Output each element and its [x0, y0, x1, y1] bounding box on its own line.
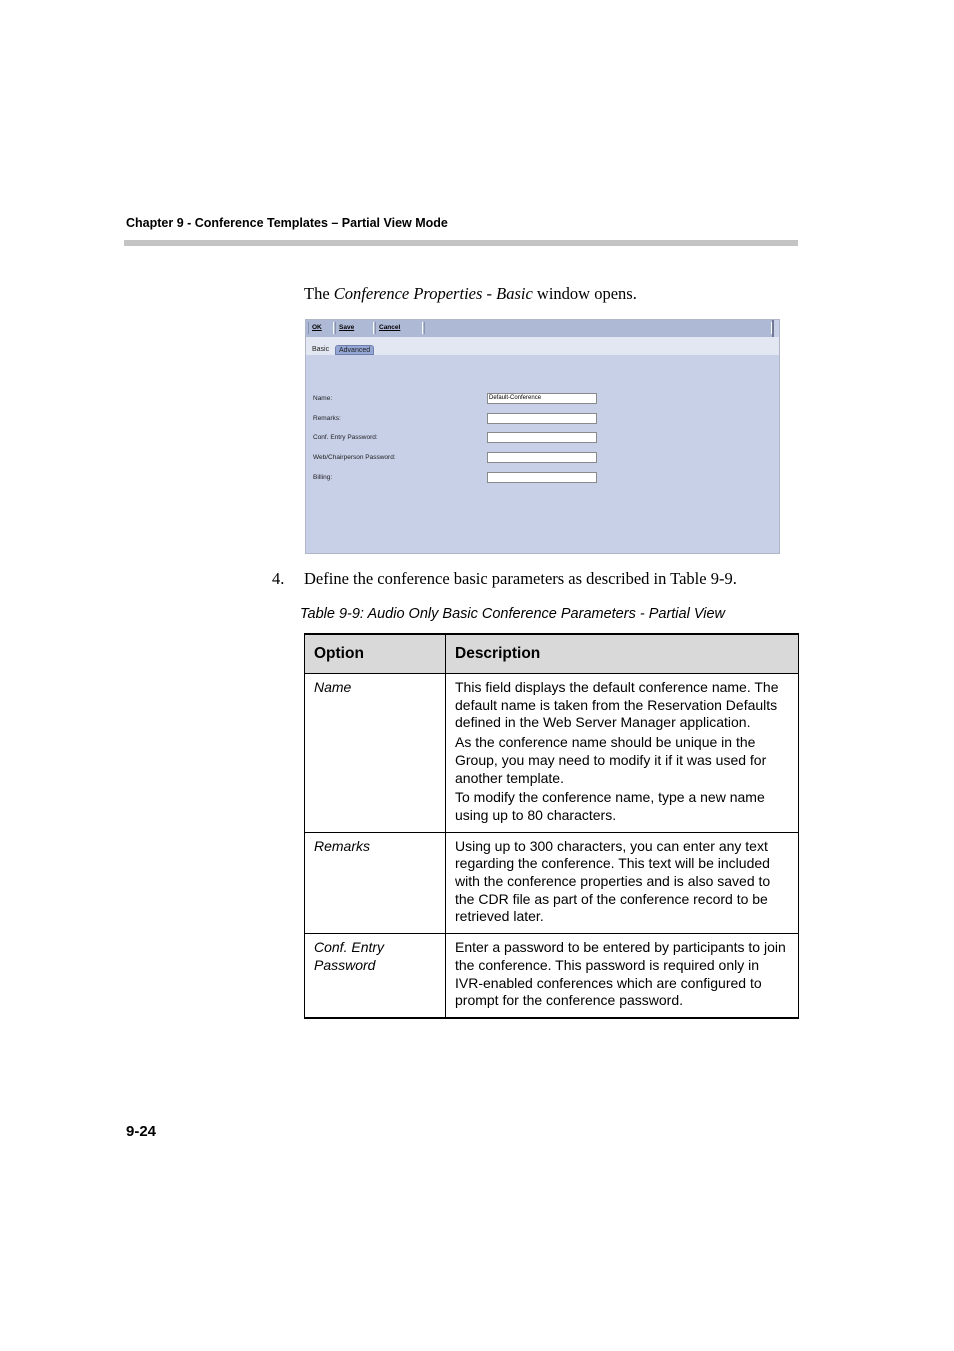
table-row	[305, 934, 799, 1018]
billing-input[interactable]	[487, 472, 597, 483]
header-divider	[124, 240, 798, 246]
conf-entry-password-input[interactable]	[487, 432, 597, 443]
name-label: Name:	[313, 395, 333, 402]
table-row	[305, 832, 799, 934]
cancel-button[interactable]: Cancel	[375, 322, 423, 334]
description-cell	[446, 934, 799, 1018]
intro-suffix: window opens.	[532, 284, 637, 303]
web-chairperson-password-input[interactable]	[487, 452, 597, 463]
description-header: Description	[446, 634, 799, 674]
option-cell: Remarks	[305, 832, 446, 934]
toolbar-spacer	[424, 322, 772, 334]
description-paragraph: Using up to 300 characters, you can enter any text regarding the conference. This text will be included with the conference properties and is also saved to the CDR file as part of the conference record to be retrieved later.	[455, 837, 771, 925]
intro-sentence	[304, 284, 637, 304]
table-caption: Table 9-9: Audio Only Basic Conference Parameters - Partial View	[300, 606, 726, 622]
billing-label: Billing:	[313, 474, 333, 481]
web-chairperson-password-label: Web/Chairperson Password:	[313, 454, 396, 461]
remarks-label: Remarks:	[313, 415, 341, 422]
save-button[interactable]: Save	[335, 322, 374, 334]
table-row	[305, 674, 799, 833]
intro-prefix: The	[304, 284, 334, 303]
option-cell: Name	[305, 674, 446, 833]
parameters-table	[304, 633, 799, 1019]
table-header-row	[305, 634, 799, 674]
conf-entry-password-label: Conf. Entry Password:	[313, 434, 378, 441]
description-paragraph: As the conference name should be unique in the Group, you may need to modify it if it was used for another template.	[455, 734, 767, 786]
description-paragraph: This field displays the default conference name. The default name is taken from the Reservation Defaults defined in the Web Server Manager application.	[455, 679, 779, 731]
name-input[interactable]: Default-Conference	[487, 393, 597, 404]
option-cell: Conf. Entry Password	[305, 934, 446, 1018]
description-cell	[446, 674, 799, 833]
option-header: Option	[305, 634, 446, 674]
tab-basic[interactable]: Basic	[309, 345, 332, 355]
chapter-header: Chapter 9 - Conference Templates – Partial View Mode	[126, 216, 448, 230]
tab-advanced[interactable]: Advanced	[335, 345, 374, 355]
tab-strip	[306, 337, 779, 355]
description-cell	[446, 832, 799, 934]
ok-button[interactable]: OK	[308, 322, 334, 334]
window-toolbar	[306, 320, 774, 338]
conference-properties-window	[305, 319, 780, 554]
step-text: Define the conference basic parameters as described in Table 9-9.	[304, 569, 737, 588]
page-number: 9-24	[126, 1123, 157, 1140]
remarks-input[interactable]	[487, 413, 597, 424]
intro-window-name: Conference Properties - Basic	[333, 284, 533, 303]
description-paragraph: Enter a password to be entered by participants to join the conference. This password is required only in IVR-enabled conferences which are configured to prompt for the conference password.	[455, 939, 786, 1009]
step-number: 4.	[272, 569, 285, 588]
description-paragraph: To modify the conference name, type a new name using up to 80 characters.	[455, 789, 765, 823]
toolbar-edge	[772, 320, 774, 337]
